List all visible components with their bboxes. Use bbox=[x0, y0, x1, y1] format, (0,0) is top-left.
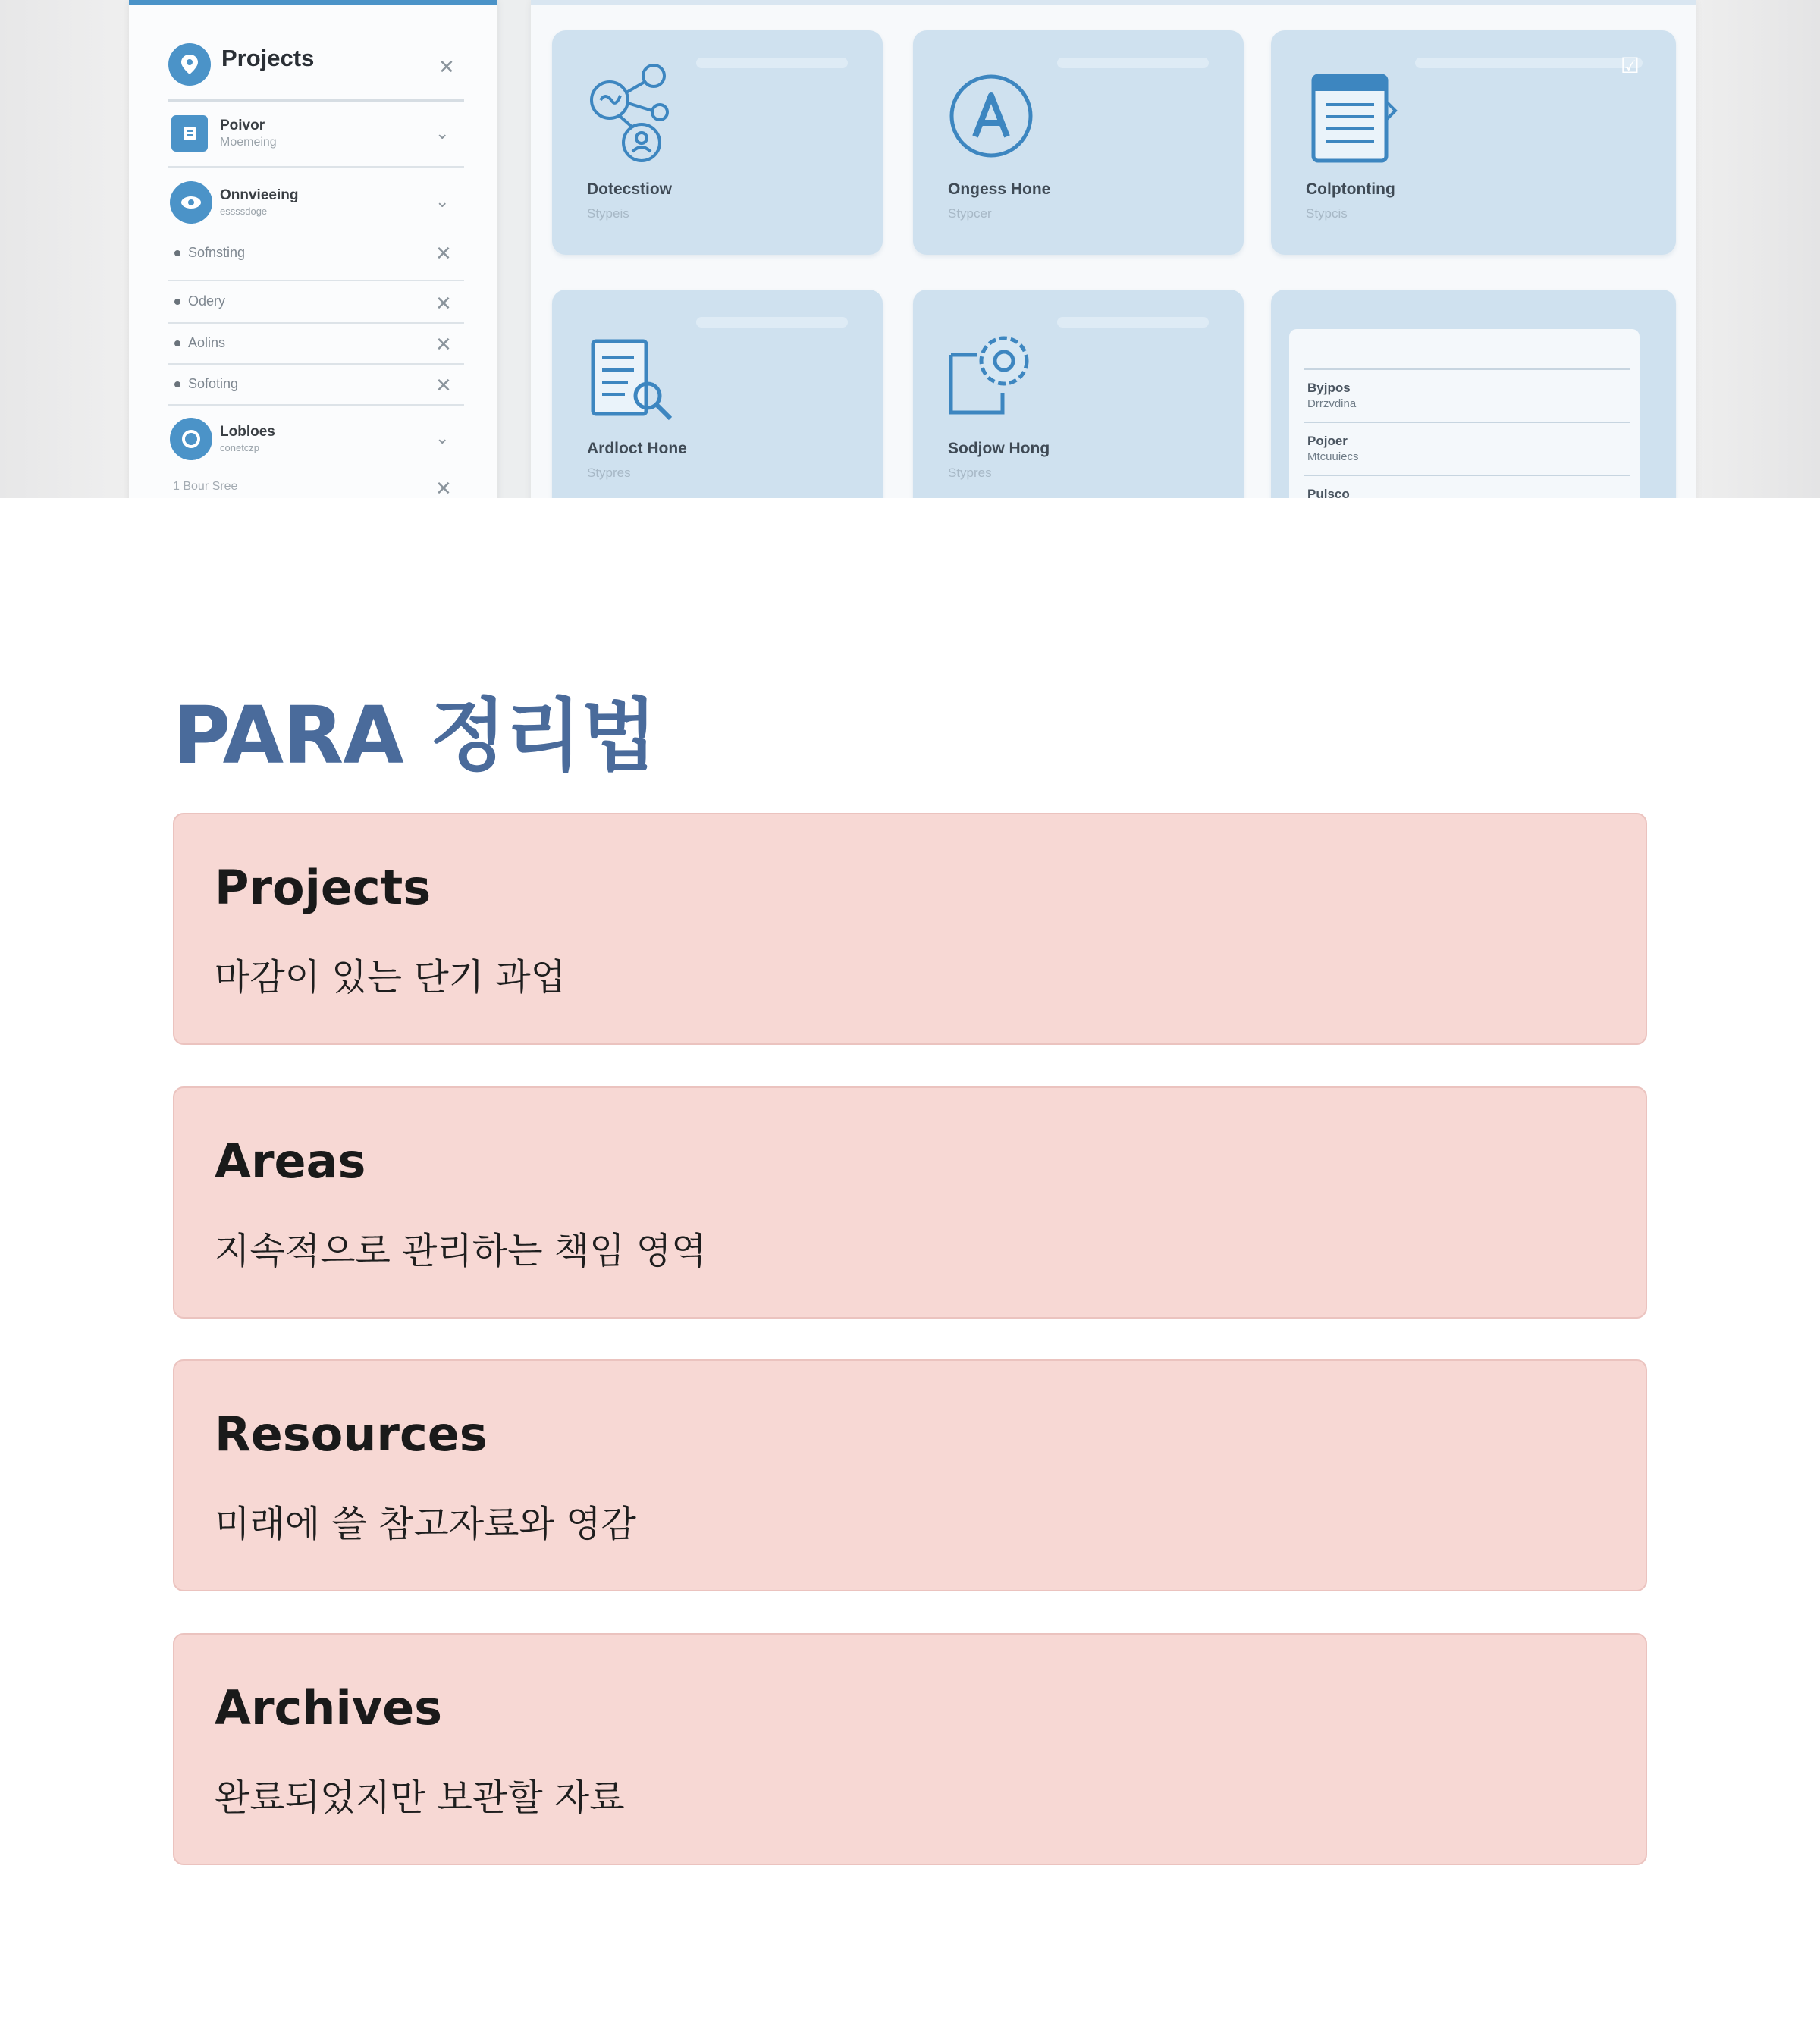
document-label: Pojoer bbox=[1307, 434, 1348, 448]
document-sub: Mtcuuiecs bbox=[1307, 450, 1359, 463]
folder-title: Sodjow Hong bbox=[948, 440, 1050, 457]
folder-tab bbox=[696, 317, 848, 328]
folder-tab bbox=[696, 58, 848, 68]
folder-tab bbox=[1415, 58, 1643, 68]
close-icon[interactable]: ✕ bbox=[435, 477, 452, 498]
folder-title: Ongess Hone bbox=[948, 180, 1051, 198]
folder-grid-panel bbox=[531, 0, 1696, 498]
sidebar-item-sub: conetczp bbox=[220, 442, 260, 453]
folder-subtitle: Stypres bbox=[948, 466, 992, 480]
bullet-icon bbox=[174, 381, 180, 387]
folder-card[interactable] bbox=[552, 30, 883, 255]
folder-tab bbox=[1057, 58, 1209, 68]
divider bbox=[168, 322, 464, 324]
document-label: Byjpos bbox=[1307, 381, 1351, 395]
document-search-icon bbox=[590, 338, 679, 423]
folder-card[interactable] bbox=[913, 290, 1244, 498]
para-card-projects bbox=[173, 813, 1647, 1045]
chevron-down-icon[interactable]: ⌄ bbox=[435, 124, 450, 143]
divider bbox=[168, 280, 464, 281]
document-label: Pulsco bbox=[1307, 487, 1350, 498]
hero-backdrop-left bbox=[0, 0, 129, 498]
sidebar-leaf-label: Sofoting bbox=[188, 376, 239, 391]
letter-a-icon bbox=[948, 73, 1034, 159]
eye-icon bbox=[170, 181, 212, 224]
location-pin-icon bbox=[168, 43, 211, 86]
close-icon[interactable]: ✕ bbox=[438, 55, 455, 78]
card-title: Areas bbox=[215, 1134, 366, 1189]
document-icon bbox=[171, 115, 208, 152]
clipboard-icon bbox=[1309, 68, 1398, 164]
checkbox-icon[interactable]: ☑ bbox=[1620, 54, 1640, 77]
close-icon[interactable]: ✕ bbox=[435, 374, 452, 397]
sidebar-item-sub: essssdoge bbox=[220, 205, 268, 217]
chevron-down-icon[interactable]: ⌄ bbox=[435, 192, 450, 211]
folder-card[interactable] bbox=[1271, 290, 1676, 498]
sidebar-footer-label: 1 Bour Sree bbox=[173, 480, 238, 493]
bullet-icon bbox=[174, 299, 180, 305]
card-description: 미래에 쓸 참고자료와 영감 bbox=[215, 1503, 636, 1545]
folder-subtitle: Stypcer bbox=[948, 206, 992, 221]
bullet-icon bbox=[174, 340, 180, 346]
folder-title: Dotecstiow bbox=[587, 180, 673, 198]
folder-card[interactable] bbox=[913, 30, 1244, 255]
sidebar-leaf-label: Aolins bbox=[188, 335, 226, 350]
sidebar-item-label: Poivor bbox=[220, 118, 265, 133]
sidebar-leaf-label: Sofnsting bbox=[188, 245, 246, 260]
close-icon[interactable]: ✕ bbox=[435, 242, 452, 265]
folder-subtitle: Stypcis bbox=[1306, 206, 1348, 221]
para-card-areas bbox=[173, 1086, 1647, 1319]
hero-screenshot bbox=[0, 0, 1820, 498]
circle-icon bbox=[170, 418, 212, 460]
folder-tab bbox=[1057, 317, 1209, 328]
bullet-icon bbox=[174, 250, 180, 256]
sidebar-title: Projects bbox=[221, 45, 315, 71]
folder-card[interactable] bbox=[552, 290, 883, 498]
card-description: 지속적으로 관리하는 책임 영역 bbox=[215, 1230, 707, 1272]
divider bbox=[168, 166, 464, 168]
divider bbox=[168, 363, 464, 365]
network-icon bbox=[587, 58, 681, 164]
folder-title: Colptonting bbox=[1306, 180, 1395, 198]
card-title: Archives bbox=[215, 1680, 443, 1736]
divider bbox=[1304, 368, 1630, 370]
card-description: 완료되었지만 보관할 자료 bbox=[215, 1776, 625, 1819]
folder-title: Ardloct Hone bbox=[587, 440, 687, 457]
card-title: Projects bbox=[215, 860, 431, 915]
folder-subtitle: Stypeis bbox=[587, 206, 629, 221]
chevron-down-icon[interactable]: ⌄ bbox=[435, 428, 450, 447]
sidebar bbox=[129, 0, 497, 498]
sidebar-header[interactable] bbox=[168, 42, 464, 102]
document-list-card bbox=[1289, 329, 1640, 498]
sidebar-leaf-label: Odery bbox=[188, 293, 226, 309]
para-card-archives bbox=[173, 1633, 1647, 1865]
sidebar-item-label: Lobloes bbox=[220, 424, 275, 440]
divider bbox=[168, 404, 464, 406]
sidebar-item-label: Onnvieeing bbox=[220, 187, 299, 203]
folder-card[interactable] bbox=[1271, 30, 1676, 255]
close-icon[interactable]: ✕ bbox=[435, 333, 452, 356]
sidebar-item-sub: Moemeing bbox=[220, 136, 277, 149]
folder-subtitle: Stypres bbox=[587, 466, 631, 480]
gear-frame-icon bbox=[946, 332, 1040, 422]
close-icon[interactable]: ✕ bbox=[435, 292, 452, 315]
para-card-resources bbox=[173, 1359, 1647, 1591]
divider bbox=[1304, 422, 1630, 423]
divider bbox=[1304, 475, 1630, 476]
document-sub: Drrzvdina bbox=[1307, 397, 1357, 410]
hero-backdrop-right bbox=[1696, 0, 1820, 498]
card-description: 마감이 있는 단기 과업 bbox=[215, 956, 566, 999]
card-title: Resources bbox=[215, 1406, 488, 1462]
page-title: PARA 정리법 bbox=[173, 689, 657, 782]
